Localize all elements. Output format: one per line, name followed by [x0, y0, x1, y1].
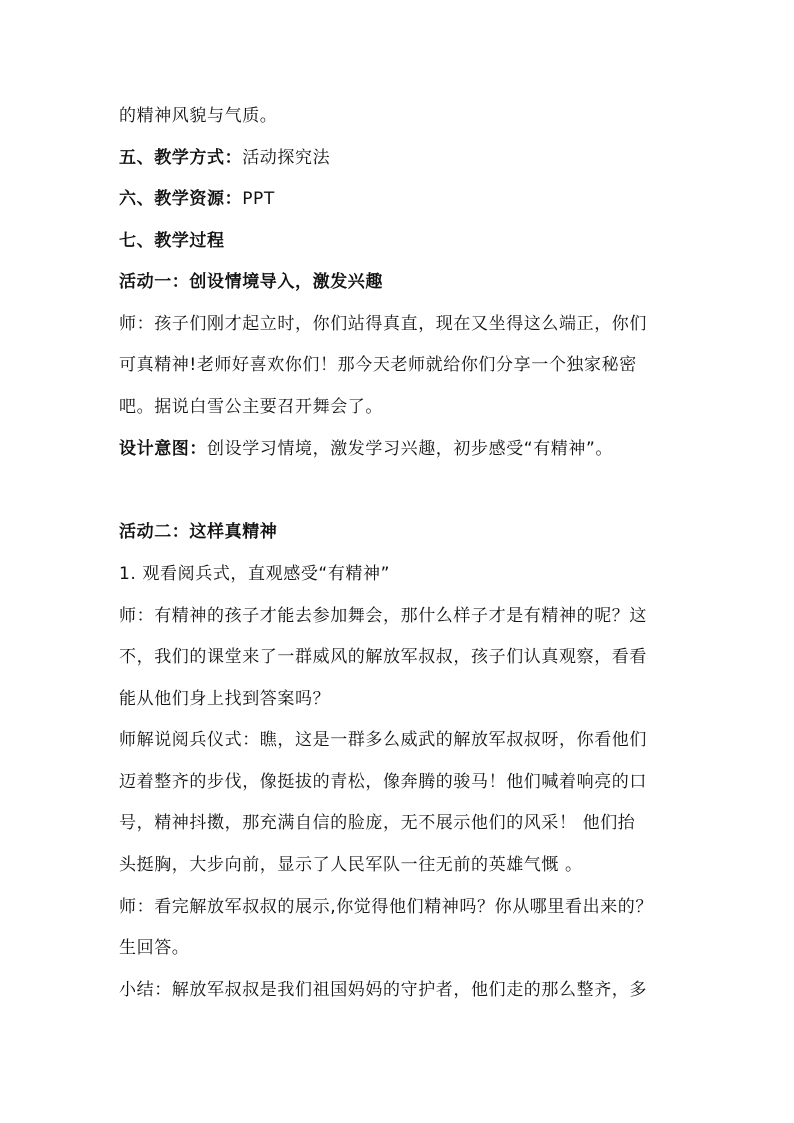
section-five — [119, 146, 689, 170]
text-line: 号，精神抖擞，那充满自信的脸庞，无不展示他们的风采！ 他们抬 — [119, 813, 636, 833]
section-six-heading: 六、教学资源： — [119, 189, 243, 209]
text-line: 师：有精神的孩子才能去参加舞会，那什么样子才是有精神的呢？这 — [119, 606, 647, 626]
section-seven-heading: 七、教学过程 — [119, 231, 225, 251]
text-line: 师解说阅兵仪式：瞧，这是一群多么威武的解放军叔叔呀，你看他们 — [119, 730, 647, 750]
design-intent — [119, 437, 689, 461]
list-item: 1. 观看阅兵式，直观感受“有精神” — [119, 564, 391, 584]
text-line: 能从他们身上找到答案吗？ — [119, 689, 331, 709]
section-six-body: PPT — [242, 189, 275, 209]
design-intent-heading: 设计意图： — [119, 439, 207, 459]
activity-one-title: 活动一：创设情境导入，激发兴趣 — [119, 272, 383, 292]
text-line: 师：孩子们刚才起立时，你们站得真直，现在又坐得这么端正，你们 — [119, 314, 647, 334]
activity-two-title: 活动二：这样真精神 — [119, 522, 278, 542]
text-line: 可真精神!老师好喜欢你们！那今天老师就给你们分享一个独家秘密 — [119, 355, 637, 375]
text-line: 师：看完解放军叔叔的展示,你觉得他们精神吗？你从哪里看出来的？ — [119, 897, 654, 917]
text-line: 吧。据说白雪公主要召开舞会了。 — [119, 397, 383, 417]
section-five-body: 活动探究法 — [242, 148, 331, 168]
text-line: 的精神风貌与气质。 — [119, 106, 278, 126]
text-line: 小结：解放军叔叔是我们祖国妈妈的守护者，他们走的那么整齐，多 — [119, 980, 647, 1000]
design-intent-body: 创设学习情境，激发学习兴趣，初步感受“有精神”。 — [207, 439, 614, 459]
text-line: 生回答。 — [119, 938, 190, 958]
text-line: 不，我们的课堂来了一群威风的解放军叔叔，孩子们认真观察，看看 — [119, 647, 647, 667]
text-line: 头挺胸，大步向前，显示了人民军队一往无前的英雄气慨 。 — [119, 855, 583, 875]
text-line: 迈着整齐的步伐，像挺拔的青松，像奔腾的骏马！他们喊着响亮的口 — [119, 772, 647, 792]
section-six — [119, 187, 689, 211]
section-five-heading: 五、教学方式： — [119, 148, 243, 168]
